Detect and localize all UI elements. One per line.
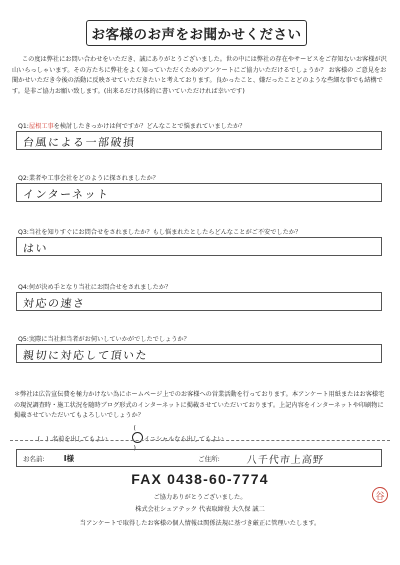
handwritten-answer: インターネット: [22, 188, 111, 201]
question-text: 何が決め手となり当社にお問合せをされましたか？: [28, 284, 172, 291]
answer-box-3[interactable]: [16, 237, 382, 256]
option-initials[interactable]: [126, 425, 224, 452]
option-checkbox[interactable]: ( ): [37, 436, 49, 443]
question-number: Q1:: [18, 123, 29, 130]
question-text: 業者や工事会社をどのように探されましたか？: [28, 175, 159, 182]
name-label: お名前:: [23, 454, 45, 463]
thanks-text: ご協力ありがとうございました。: [153, 494, 247, 501]
question-number: Q5:: [18, 336, 29, 343]
question-number: Q4:: [18, 284, 29, 291]
handwritten-answer: 対応の速さ: [22, 297, 87, 310]
question-2: [18, 175, 388, 183]
answer-box-4[interactable]: [16, 292, 382, 311]
option-label: 名前を出してもよい: [52, 436, 108, 443]
fax-number: FAX 0438-60-7774: [131, 471, 269, 487]
question-4: [18, 284, 388, 292]
circle-mark-icon: [132, 432, 143, 443]
address-label: ご住所:: [198, 454, 220, 463]
publication-options: [34, 425, 224, 452]
answer-box-2[interactable]: [16, 183, 382, 202]
question-1: [18, 123, 388, 131]
intro-text: この度は弊社にお問い合わせをいただき、誠にありがとうございました。世の中には弊社の存在やサービスをご存知ないお客様が沢山いらっしゃいます。その方たちに弊社をよく知っていただくためのアンケートにご協力いただけるでしょうか？ お客様の ご意見をお聞かせいただき今後の活動に反映させていただきたいと考えております。良かったこと、嫌だったことどのような些細な事でも結構です。是非ご協力お願い致します。(出来るだけ具体的に書いていただければ幸いです): [12, 56, 387, 95]
answer-box-5[interactable]: [16, 344, 382, 363]
answer-box-1[interactable]: [16, 131, 382, 150]
address-field[interactable]: 八千代市上高野: [246, 454, 325, 466]
name-field[interactable]: I様: [63, 453, 74, 463]
handwritten-answer: 台風による一部破損: [22, 136, 137, 149]
privacy-notice: 当アンケートで取得したお客様の個人情報は関係法規に基づき厳正に管理いたします。: [79, 520, 321, 527]
company-name: 株式会社シェアテック 代表取締役 大久保 誠二: [135, 506, 265, 513]
question-number: Q3:: [18, 229, 29, 236]
handwritten-answer: 親切に対応して頂いた: [22, 349, 149, 362]
page-title: お客様のお声をお聞かせください: [86, 20, 307, 46]
question-5: [18, 336, 388, 344]
question-text: を検討したきっかけは何ですか？どんなことで悩まれていましたか？: [53, 123, 246, 130]
seal-stamp-icon: 谷: [372, 487, 388, 503]
question-3: [18, 229, 388, 237]
handwritten-answer: はい: [22, 242, 49, 255]
option-label: イニシャルなら出してもよい: [143, 436, 224, 443]
divider: [10, 440, 390, 441]
publication-note: ＊弊社は広告宣伝費を極力かけない為にホームページ上でのお客様への営業活動を行っております。本アンケート用紙またはお客様宅の現況調査時・施工状況を随時ブログ形式のインターネットに掲載させていただいております。上記内容をインターネットや印刷物に掲載させていただいてもよろしいでしょうか？: [14, 391, 385, 419]
question-highlight: 屋根工事: [28, 123, 54, 130]
question-number: Q2:: [18, 175, 29, 182]
customer-info-row: [16, 449, 382, 467]
question-text: 当社を知りすぐにお問合せをされましたか？もし悩まれたとしたらどんなことがご不安でしたか？: [28, 229, 302, 236]
question-text: 実際に当社担当者がお伺いしていかがでしたでしょうか？: [28, 336, 190, 343]
option-checkbox-selected[interactable]: (): [126, 425, 144, 452]
option-full-name[interactable]: [34, 425, 108, 452]
